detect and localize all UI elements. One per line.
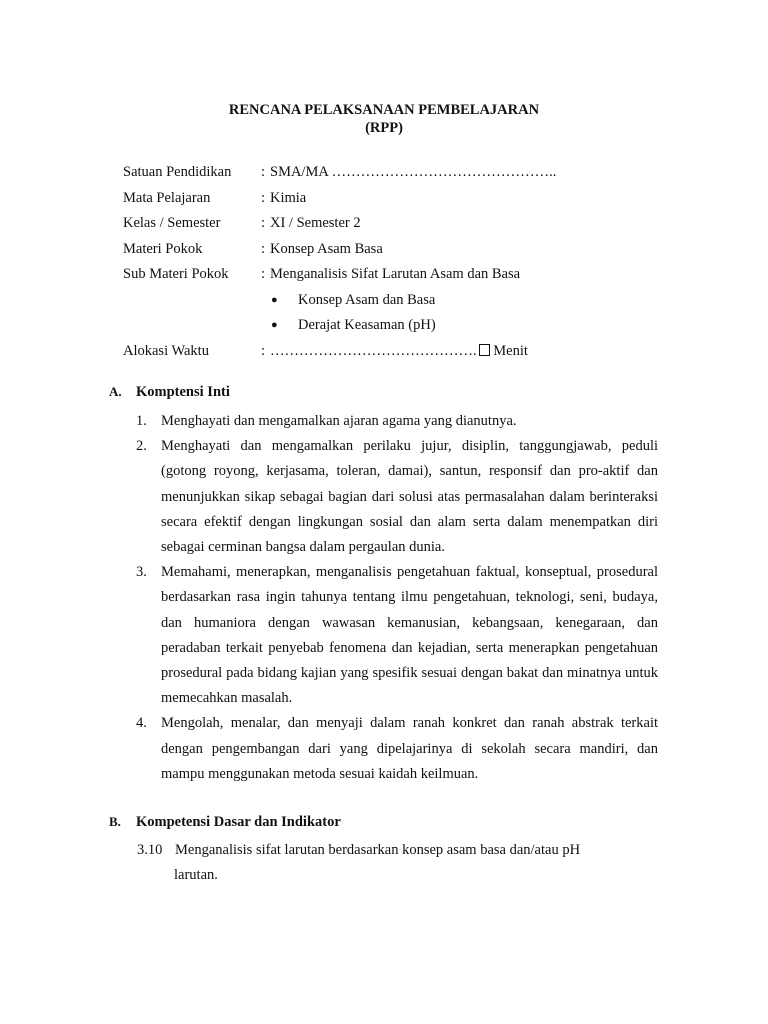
list-item [136, 711, 658, 787]
list-number: 2. [136, 438, 147, 455]
satuan-label: Satuan Pendidikan [123, 164, 232, 180]
waktu-value [270, 342, 528, 360]
section-a-title: Komptensi Inti [136, 384, 230, 400]
mapel-value: Kimia [270, 189, 307, 206]
section-b-letter: B. [109, 814, 121, 829]
materi-value: Konsep Asam Basa [270, 240, 383, 257]
document-title: RENCANA PELAKSANAAN PEMBELAJARAN [228, 102, 540, 118]
colon: : [261, 215, 266, 231]
bullet-icon: ● [271, 319, 278, 331]
materi-label: Materi Pokok [123, 240, 203, 257]
section-a-letter: A. [109, 384, 122, 399]
list-item [136, 409, 658, 434]
kd-text: Menganalisis sifat larutan berdasarkan konsep asam basa dan/atau pH [175, 842, 581, 858]
kompetensi-dasar [137, 838, 637, 888]
kelas-value: XI / Semester 2 [270, 215, 361, 231]
waktu-label: Alokasi Waktu [123, 342, 209, 359]
colon: : [261, 189, 266, 206]
list-item [136, 560, 658, 711]
kelas-label: Kelas / Semester [123, 215, 221, 231]
waktu-unit: Menit [493, 342, 528, 359]
list-text: Menghayati dan mengamalkan perilaku jujur, disiplin, tanggungjawab, peduli (gotong royong, kerjasama, toleran, damai), santun, responsif dan pro-aktif dan menunjukkan sikap sebagai bagian dari solusi atas permasalahan dalam berinteraksi secara efektif dengan lingkungan sosial dan alam serta dalam menempatkan diri sebagai cerminan bangsa dalam pergaulan dunia. [161, 438, 658, 556]
sub-materi-label: Sub Materi Pokok [123, 266, 229, 282]
kd-line [137, 838, 637, 863]
colon: : [261, 240, 266, 257]
bullet-icon: ● [271, 293, 278, 306]
checkbox-icon [479, 344, 490, 356]
list-text: Mengolah, menalar, dan menyaji dalam ranah konkret dan ranah abstrak terkait dengan pengembangan dari yang dipelajarinya di sekolah secara mandiri, dan mampu menggunakan metoda sesuai kaidah keilmuan. [161, 715, 658, 782]
waktu-dots: ……………………………………. [270, 342, 477, 359]
list-text: Memahami, menerapkan, menganalisis pengetahuan faktual, konseptual, prosedural berdasarkan rasa ingin tahunya tentang ilmu pengetahuan, teknologi, seni, budaya, dan humaniora dengan wawasan kemanusian, kebangsaan, kenegaraan, dan peradaban terkait penyebab fenomena dan kejadian, serta menerapkan pengetahuan prosedural pada bidang kajian yang spesifik sesuai dengan bakat dan minatnya untuk memecahkan masalah. [161, 564, 658, 707]
kompetensi-inti-list [136, 409, 658, 787]
colon: : [261, 342, 266, 359]
list-number: 1. [136, 413, 147, 429]
kd-code: 3.10 [137, 842, 163, 858]
bullet-text: Konsep Asam dan Basa [298, 291, 436, 308]
kd-line-continued: larutan. [174, 867, 218, 883]
list-item [136, 434, 658, 560]
colon: : [261, 266, 266, 282]
document-subtitle: (RPP) [365, 120, 403, 136]
list-number: 4. [136, 715, 147, 732]
section-b-title: Kompetensi Dasar dan Indikator [136, 814, 341, 830]
list-number: 3. [136, 564, 147, 581]
bullet-text: Derajat Keasaman (pH) [298, 317, 436, 333]
sub-materi-value: Menganalisis Sifat Larutan Asam dan Basa [270, 266, 521, 282]
mapel-label: Mata Pelajaran [123, 189, 211, 206]
colon: : [261, 164, 266, 180]
satuan-value: SMA/MA ……………………………………….. [270, 164, 557, 180]
list-text: Menghayati dan mengamalkan ajaran agama yang dianutnya. [161, 413, 517, 429]
